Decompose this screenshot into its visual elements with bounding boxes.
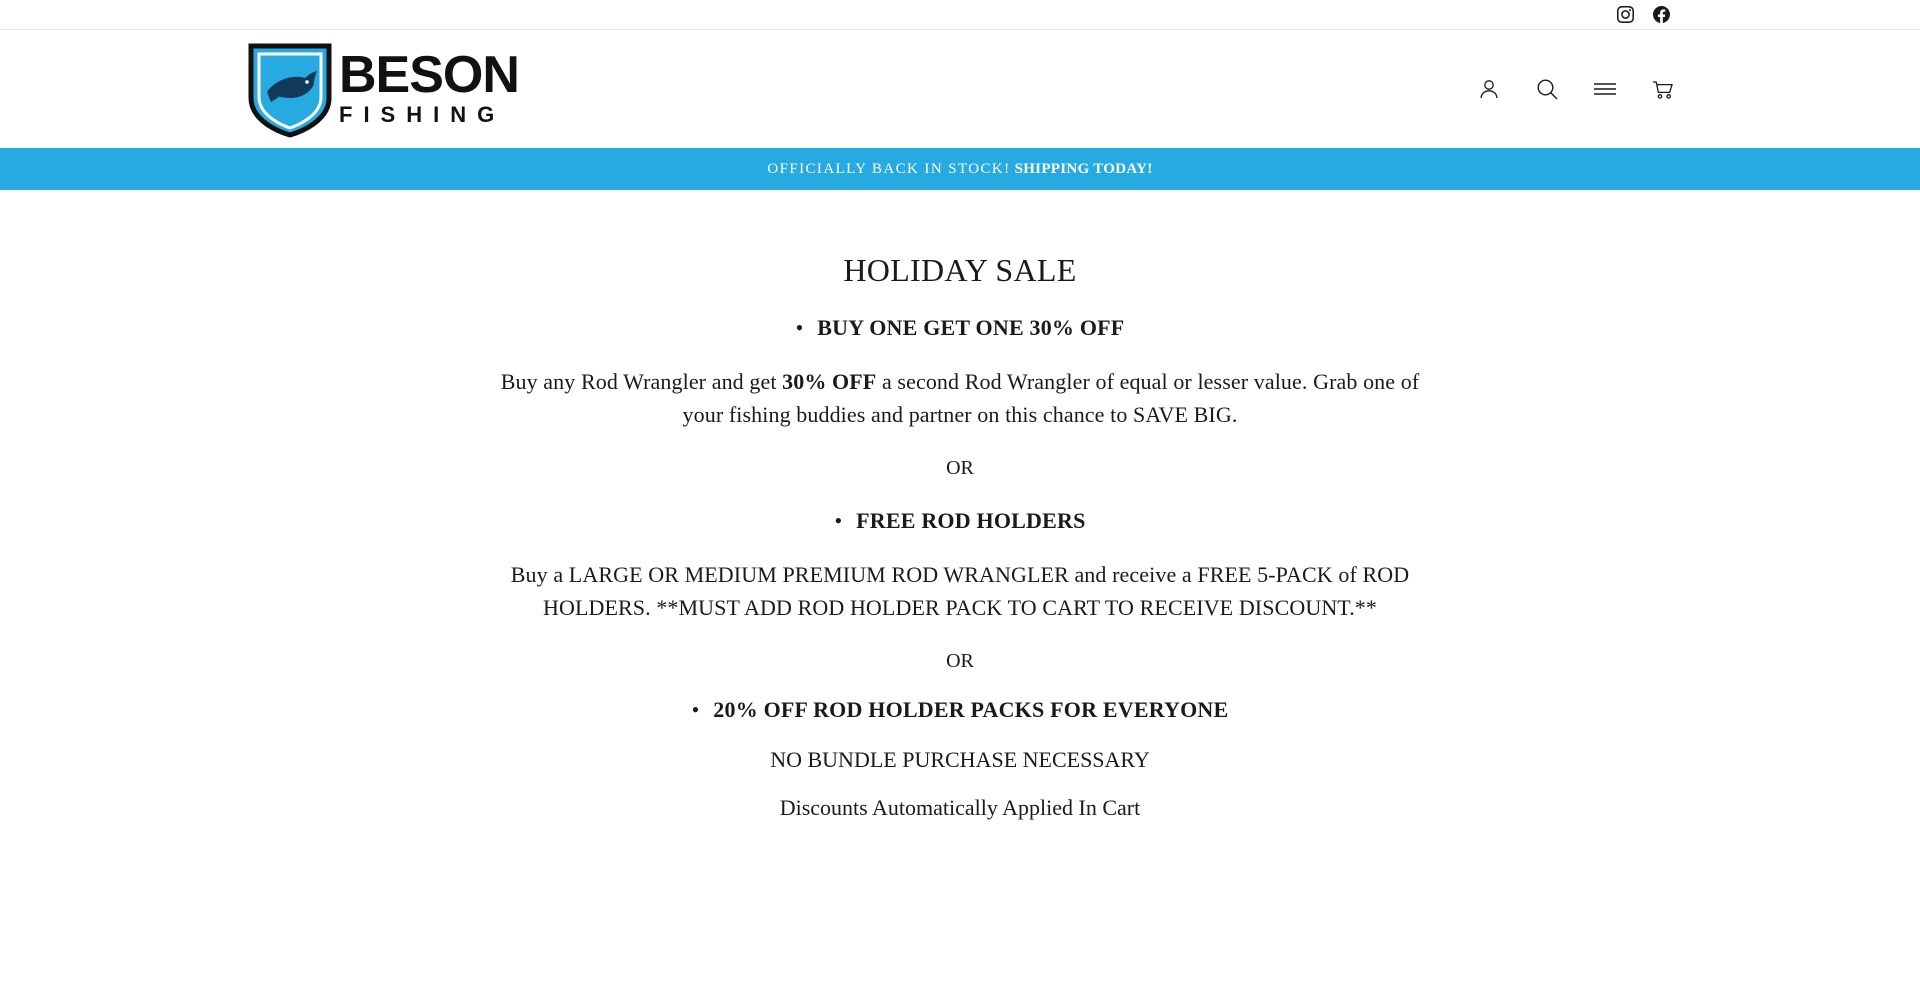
page-content (0, 190, 1920, 821)
shield-fish-logo-icon (245, 40, 335, 138)
offer-3-bullet (0, 695, 1920, 725)
bullet-dot-icon: • (834, 508, 843, 533)
logo-sub-text: FISHING (339, 101, 506, 127)
offer-1-bullet (0, 313, 1920, 343)
instagram-icon[interactable] (1616, 6, 1634, 24)
offer-1-label: BUY ONE GET ONE 30% OFF (817, 315, 1125, 340)
bullet-dot-icon: • (795, 315, 804, 340)
offer-2-description: Buy a LARGE OR MEDIUM PREMIUM ROD WRANGLER and receive a FREE 5-PACK of ROD HOLDERS. **MUST ADD ROD HOLDER PACK TO CART TO RECEIVE DISCOUNT.** (510, 562, 1410, 620)
offer-2-label: FREE ROD HOLDERS (856, 508, 1086, 533)
announcement-prefix: OFFICIALLY BACK IN STOCK! (767, 160, 1011, 177)
page-title: HOLIDAY SALE (843, 252, 1077, 288)
search-icon[interactable] (1533, 75, 1561, 103)
or-separator-2: OR (946, 650, 974, 672)
site-header (0, 30, 1920, 148)
bullet-dot-icon: • (691, 697, 700, 722)
header-actions (1475, 75, 1677, 103)
announcement-bar[interactable] (0, 148, 1920, 190)
announcement-text (767, 161, 1152, 178)
menu-icon[interactable] (1591, 75, 1619, 103)
discount-auto-applied-note: Discounts Automatically Applied In Cart (779, 795, 1141, 820)
cart-icon[interactable] (1649, 75, 1677, 103)
offer-1-text-part2: a second Rod Wrangler of equal or lesser value. Grab one of your fishing buddies and partner on this chance to SAVE BIG. (682, 369, 1420, 427)
facebook-icon[interactable] (1652, 6, 1670, 24)
offer-3-note: NO BUNDLE PURCHASE NECESSARY (770, 747, 1150, 772)
offer-1-text-part1: Buy any Rod Wrangler and get (500, 369, 783, 394)
or-separator-1: OR (946, 457, 974, 479)
offer-3-label: 20% OFF ROD HOLDER PACKS FOR EVERYONE (713, 697, 1229, 722)
account-icon[interactable] (1475, 75, 1503, 103)
social-bar (0, 0, 1920, 30)
logo-main-text: BESON (339, 46, 519, 105)
offer-2-bullet (0, 506, 1920, 536)
announcement-bold: SHIPPING TODAY! (1010, 160, 1153, 177)
site-logo[interactable] (245, 40, 519, 138)
offer-1-text-bold: 30% OFF (782, 369, 877, 394)
offer-1-description (495, 365, 1425, 431)
